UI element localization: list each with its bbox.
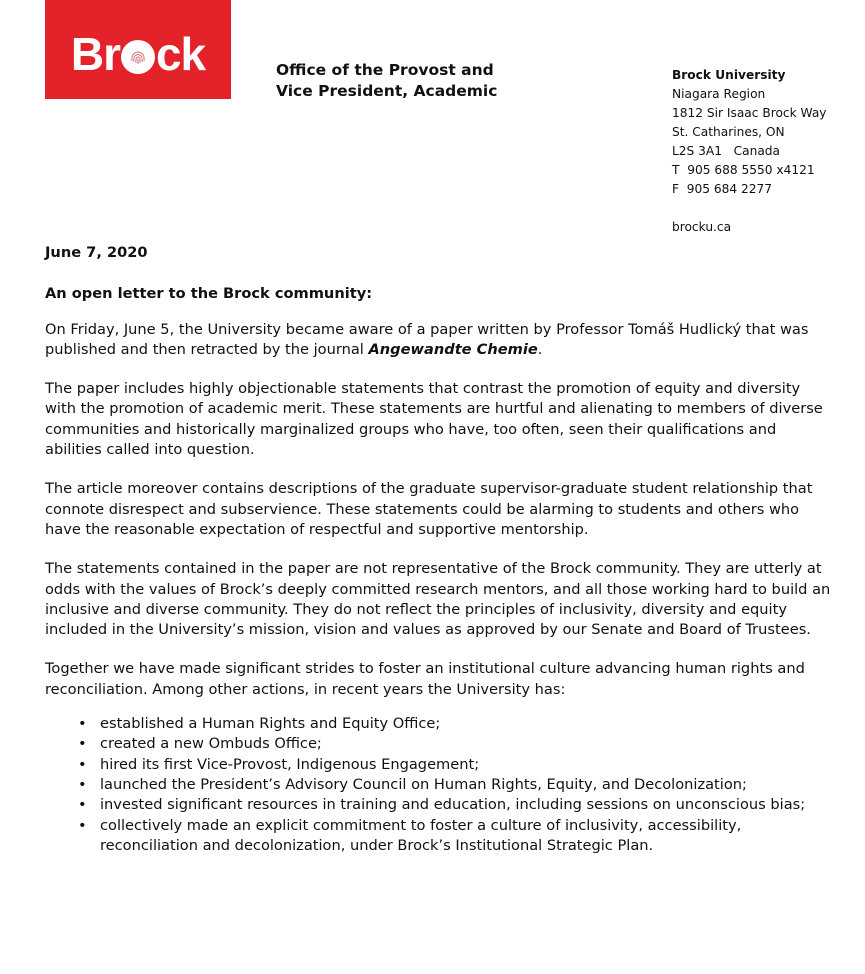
phone-number: T 905 688 5550 x4121 bbox=[672, 163, 815, 177]
list-item-text: hired its first Vice-Provost, Indigenous Engagement; bbox=[100, 755, 480, 773]
address-line: L2S 3A1 Canada bbox=[672, 144, 780, 158]
address-line: St. Catharines, ON bbox=[672, 125, 785, 139]
list-item bbox=[45, 816, 835, 857]
paragraph-1-end: . bbox=[537, 340, 543, 358]
fax-number: F 905 684 2277 bbox=[672, 182, 773, 196]
list-item-text: established a Human Rights and Equity Office; bbox=[100, 715, 441, 733]
office-title bbox=[276, 60, 497, 102]
paragraph-4: The statements contained in the paper are not representative of the Brock community. They are utterly at odds with the values of Brock’s deeply committed research mentors, and all those working hard to build an inclusive and diverse community. They do not reflect the principles of inclusivity, diversity and equity included in the University’s mission, vision and values as approved by our Senate and Board of Trustees. bbox=[45, 560, 831, 639]
logo-wordmark bbox=[71, 27, 205, 81]
address-line: Niagara Region bbox=[672, 87, 766, 101]
office-line-1: Office of the Provost and bbox=[276, 61, 494, 79]
journal-name: Angewandte Chemie bbox=[368, 340, 538, 358]
list-item-text: collectively made an explicit commitment to foster a culture of inclusivity, accessibility, reconciliation and decolonization, under Brock’s Institutional Strategic Plan. bbox=[100, 816, 742, 854]
website-link[interactable]: brocku.ca bbox=[672, 220, 732, 234]
letter-salutation: An open letter to the Brock community: bbox=[45, 285, 373, 303]
letter-date: June 7, 2020 bbox=[45, 244, 148, 261]
bullet-icon: • bbox=[78, 755, 87, 773]
bullet-icon: • bbox=[78, 775, 87, 793]
list-item bbox=[45, 775, 835, 795]
bullet-icon: • bbox=[78, 715, 87, 733]
list-item-text: created a new Ombuds Office; bbox=[100, 735, 322, 753]
list-item bbox=[45, 714, 835, 734]
logo-text-end: ck bbox=[155, 27, 206, 80]
address-line: 1812 Sir Isaac Brock Way bbox=[672, 106, 827, 120]
paragraph-2: The paper includes highly objectionable statements that contrast the promotion of equity and diversity with the promotion of academic merit. These statements are hurtful and alienating to members of diverse communities and historically marginalized groups who have, too often, seen their qualifications and abilities called into question. bbox=[45, 380, 823, 459]
paragraph-5: Together we have made significant strides to foster an institutional culture advancing human rights and reconciliation. Among other actions, in recent years the University has: bbox=[45, 660, 805, 698]
address-block bbox=[672, 66, 827, 237]
fingerprint-icon bbox=[121, 40, 155, 74]
paragraph-1 bbox=[45, 320, 835, 361]
list-item bbox=[45, 734, 835, 754]
paragraph-1-text: On Friday, June 5, the University became aware of a paper written by Professor Tomáš Hudlický that was published and then retracted by the journal bbox=[45, 320, 809, 358]
university-name: Brock University bbox=[672, 68, 786, 82]
list-item-text: invested significant resources in training and education, including sessions on unconscious bias; bbox=[100, 796, 806, 814]
office-line-2: Vice President, Academic bbox=[276, 82, 498, 100]
logo-text-start: Br bbox=[70, 27, 120, 80]
letter-body bbox=[45, 243, 835, 856]
actions-list bbox=[45, 714, 835, 856]
list-item bbox=[45, 795, 835, 815]
list-item-text: launched the President’s Advisory Council on Human Rights, Equity, and Decolonization; bbox=[100, 775, 747, 793]
bullet-icon: • bbox=[78, 816, 87, 834]
bullet-icon: • bbox=[78, 735, 87, 753]
paragraph-3: The article moreover contains descriptions of the graduate supervisor-graduate student relationship that connote disrespect and subservience. These statements could be alarming to students and others who have the reasonable expectation of respectful and supportive mentorship. bbox=[45, 480, 813, 538]
brock-logo bbox=[45, 0, 231, 99]
list-item bbox=[45, 755, 835, 775]
bullet-icon: • bbox=[78, 796, 87, 814]
